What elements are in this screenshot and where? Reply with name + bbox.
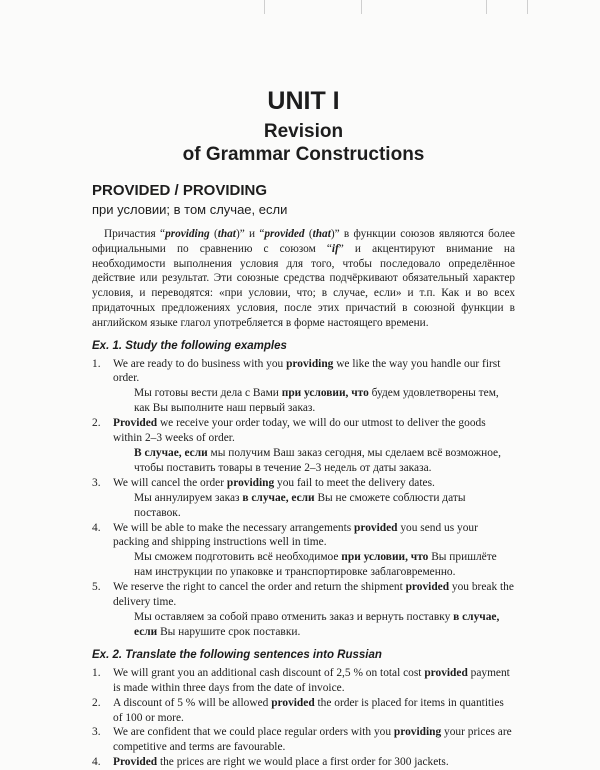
list-item: 4. Provided the prices are right we would place a first order for 300 jackets. — [92, 756, 449, 769]
list-item: 2. A discount of 5 % will be allowed provided the order is placed for items in quantities of 100 or more. — [92, 696, 504, 724]
translation: Мы оставляем за собой право отменить заказ и вернуть поставку в случае, если Вы нарушите срок поставки. — [134, 610, 500, 638]
list-item: 1. We will grant you an additional cash discount of 2,5 % on total cost provided payment is made within three days from the date of invoice. — [92, 666, 510, 694]
list-item: 1. We are ready to do business with you providing we like the way you handle our first order. Мы готовы вести дела с Вами при условии, что будем удовлетворены тем, как Вы выполните наш первый заказ. — [92, 357, 515, 417]
list-item: 3. We will cancel the order providing you fail to meet the delivery dates. Мы аннулируем заказ в случае, если Вы не сможете соблюсти даты поставок. — [92, 476, 515, 521]
translation: Мы готовы вести дела с Вами при условии, что будем удовлетворены тем, как Вы выполните наш первый заказ. — [134, 387, 499, 415]
exercise-2-list — [92, 666, 515, 770]
list-item: 3. We are confident that we could place regular orders with you providing your prices are competitive and terms are favourable. — [92, 726, 512, 754]
page-edge-mark — [264, 0, 362, 14]
unit-subtitle-line-2: of Grammar Constructions — [182, 144, 425, 165]
list-item: 4. We will be able to make the necessary arrangements provided you send us your packing and shipping instructions well in time. Мы сможем подготовить всё необходимое при условии, что Вы пришлёте нам инструкции по упаковке и транспортировке заблаговременно. — [92, 521, 515, 581]
document-page — [92, 86, 515, 770]
translation: Мы аннулируем заказ в случае, если Вы не сможете соблюсти даты поставок. — [134, 491, 466, 519]
section-subtitle: при условии; в том случае, если — [92, 202, 288, 217]
exercise-2-heading: Ex. 2. Translate the following sentences into Russian — [92, 648, 382, 661]
section-title: PROVIDED / PROVIDING — [92, 182, 268, 199]
intro-paragraph: Причастия “providing (that)” и “provided (that)” в функции союзов являются более официальными по сравнению с союзом “if” и акцентируют внимание на необходимости выполнения условия для того, чтобы последовало определённое действие или результат. Эти союзные средства подчёркивают обязательный характер условия, и переводятся: «при условии, что; в случае, если» и т.п. Как и во всех придаточных предложениях условия, после этих причастий в союзной функции в английском языке глагол употребляется в форме настоящего времени. — [92, 228, 515, 329]
exercise-1-heading: Ex. 1. Study the following examples — [92, 339, 287, 352]
list-item: 5. We reserve the right to cancel the order and return the shipment provided you break the delivery time. Мы оставляем за собой право отменить заказ и вернуть поставку в случае, если Вы нарушите срок поставки. — [92, 581, 514, 638]
exercise-1-list — [92, 357, 515, 640]
translation: В случае, если мы получим Ваш заказ сегодня, мы сделаем всё возможное, чтобы поставить товары в течение 2–3 недель от даты заказа. — [134, 447, 501, 474]
list-item: 2. Provided we receive your order today, we will do our utmost to deliver the goods within 2–3 weeks of order. В случае, если мы получим Ваш заказ сегодня, мы сделаем всё возможное, чтобы поставить товары в течение 2–3 недель от даты заказа. — [92, 416, 515, 476]
unit-subtitle-line-1: Revision — [263, 121, 344, 142]
page-edge-mark — [486, 0, 528, 14]
unit-title: UNIT I — [267, 87, 340, 115]
translation: Мы сможем подготовить всё необходимое при условии, что Вы пришлёте нам инструкции по упаковке и транспортировке заблаговременно. — [134, 551, 497, 579]
